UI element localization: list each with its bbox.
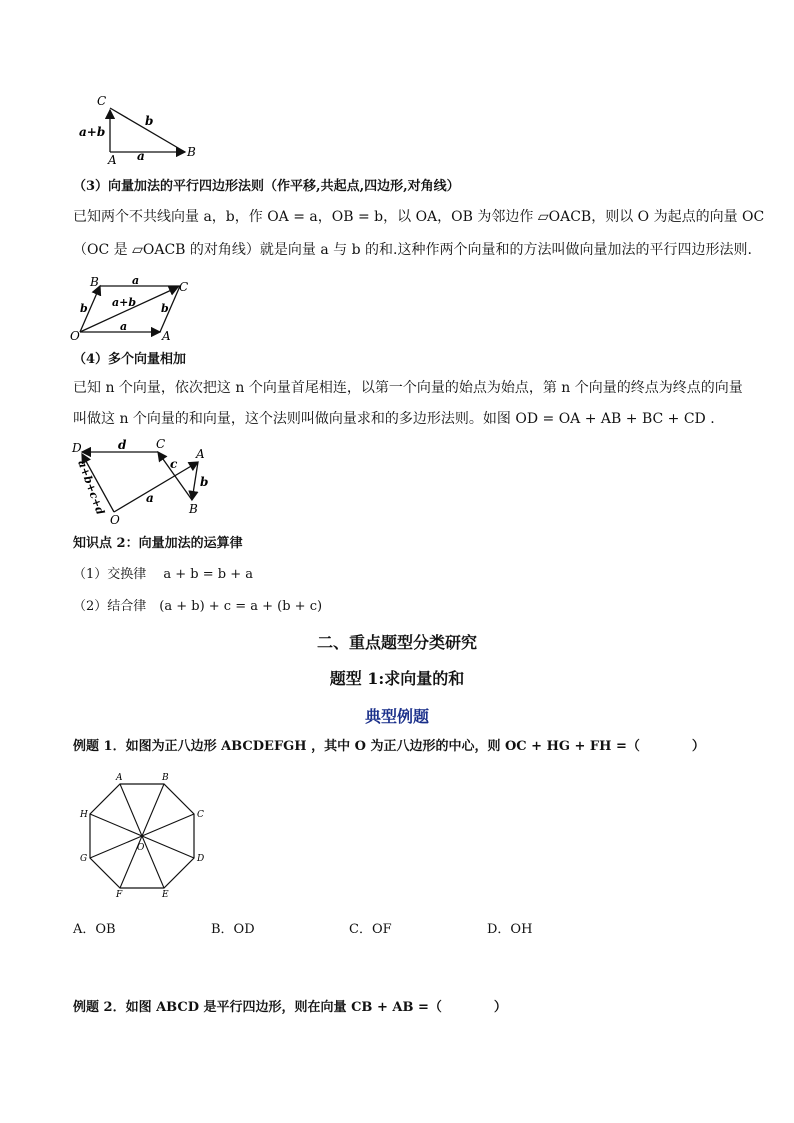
label-b: b [200,475,209,489]
polygon-figure [70,436,220,528]
label-D: D [197,854,205,864]
law-commutative: （1）交换律 a + b = b + a [73,567,254,582]
section4-line1: 已知 n 个向量，依次把这 n 个向量首尾相连，以第一个向量的始点为始点，第 n 个向量的终点为终点的向量 [73,380,743,396]
label-G: G [80,854,88,864]
label-d: d [118,438,127,452]
label-ab: a+b [112,296,137,309]
label-O: O [137,843,145,853]
option-d[interactable]: D．OH [487,922,533,937]
option-a[interactable]: A．OB [73,922,116,937]
section3-title: （3）向量加法的平行四边形法则（作平移,共起点,四边形,对角线） [73,179,460,194]
option-c[interactable]: C．OF [349,922,392,937]
label-B: B [162,773,169,783]
label-c: c [170,457,178,471]
triangle-figure [75,92,205,164]
section3-line1: 已知两个不共线向量 a，b，作 OA = a，OB = b，以 OA，OB 为邻边作 ▱OACB，则以 O 为起点的向量 OC [73,209,765,225]
label-C: C [97,94,107,108]
section3-line2: （OC 是 ▱OACB 的对角线）就是向量 a 与 b 的和.这种作两个向量和的方法叫做向量加法的平行四边形法则. [73,242,752,258]
example2-text: 例题 2．如图 ABCD 是平行四边形，则在向量 CB + AB =（ ） [73,1000,507,1015]
example1-text: 例题 1．如图为正八边形 ABCDEFGH ，其中 O 为正八边形的中心，则 OC + HG + FH =（ ） [73,739,705,754]
section4-title: （4）多个向量相加 [73,352,187,367]
part2-title: 二、重点题型分类研究 [316,633,477,652]
type1-title: 题型 1:求向量的和 [329,669,465,688]
label-B: B [90,275,99,289]
label-A: A [108,153,117,164]
label-a: a [146,491,154,505]
label-A: A [116,773,123,783]
kp2-title: 知识点 2：向量加法的运算律 [73,536,243,551]
label-O: O [70,329,80,342]
label-ab: a+b [79,125,106,139]
label-D: D [72,441,82,455]
label-b-right: b [161,302,169,315]
label-b: b [145,114,154,128]
label-B: B [187,145,196,159]
label-C: C [179,280,189,294]
parallelogram-figure [68,272,193,342]
label-sum: a+b+c+d [75,458,107,517]
label-C: C [156,437,166,451]
typical-title: 典型例题 [364,707,429,726]
label-C: C [197,810,204,820]
option-b[interactable]: B．OD [211,922,255,937]
section4-line2: 叫做这 n 个向量的和向量，这个法则叫做向量求和的多边形法则。如图 OD = OA + AB + BC + CD . [73,411,715,427]
label-a-top: a [132,274,140,287]
label-a-bottom: a [120,320,128,333]
label-B: B [189,502,198,516]
octagon-figure [76,770,206,902]
label-O: O [110,513,120,527]
label-H: H [80,810,88,820]
law-associative: （2）结合律 (a + b) + c = a + (b + c) [73,599,323,614]
label-b-left: b [80,302,88,315]
label-a: a [137,149,145,163]
label-A: A [196,447,205,461]
label-F: F [116,890,123,900]
label-E: E [162,890,169,900]
label-A: A [162,329,171,342]
